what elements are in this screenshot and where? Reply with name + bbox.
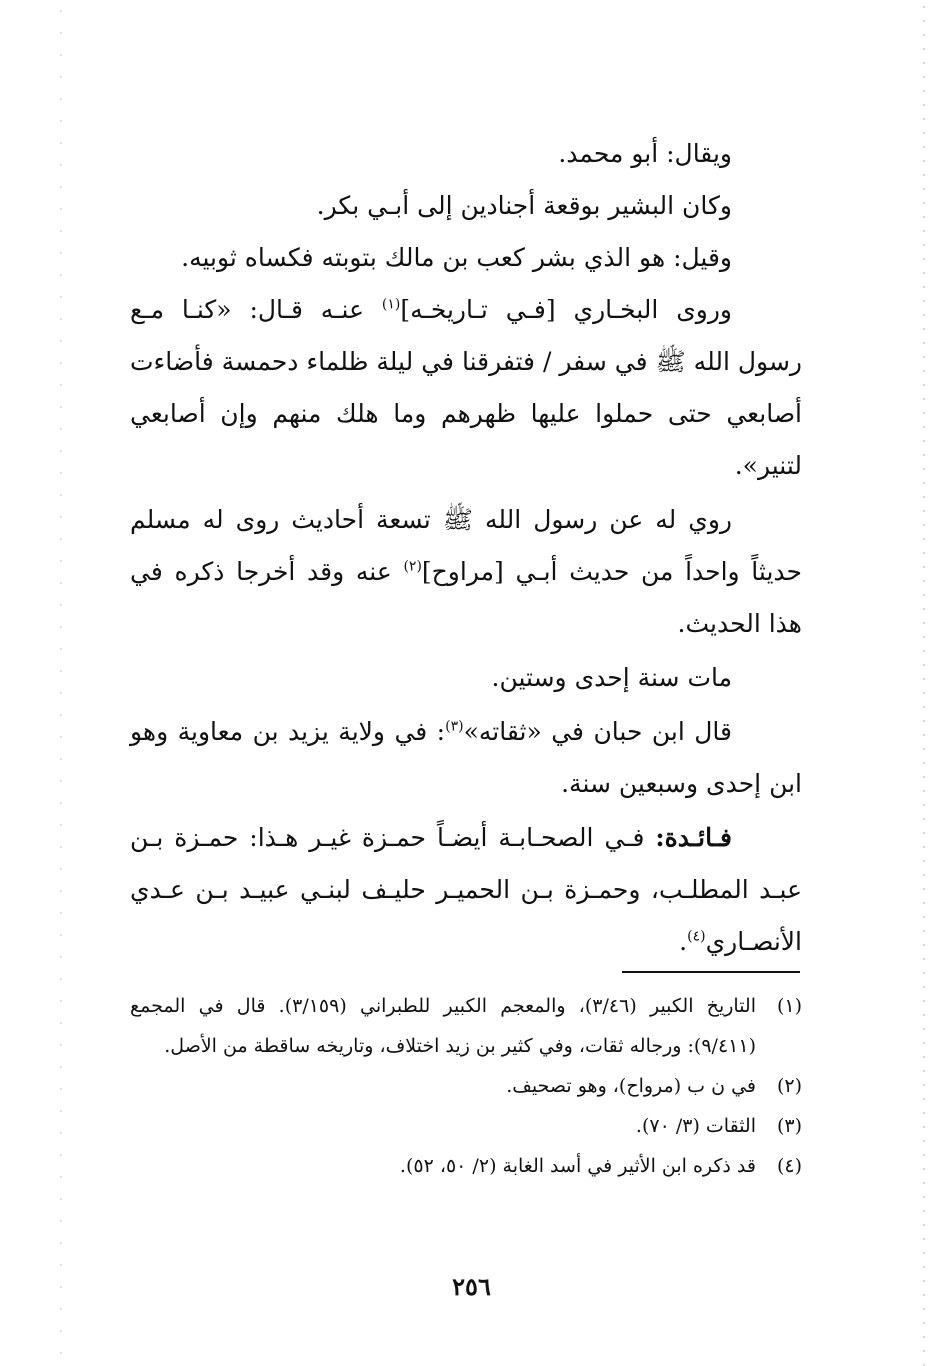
scan-dot-margin-right [923,0,925,1366]
footnote-number: (٢) [776,1075,802,1097]
main-text-body [130,128,802,968]
paragraph-1: ويقال: أبو محمد. [558,139,732,168]
paragraph-6: مات سنة إحدى وستين. [491,663,732,692]
paragraph-5-text-b: عنه وقد أخرجا ذكره في هذا الحديث. [130,557,802,638]
footnote-text: الثقات (٣/ ٧٠). [635,1115,756,1137]
paragraph-7-text-b: : في ولاية يزيد بن معاوية وهو ابن إحدى وسبعين سنة. [130,717,802,798]
footnote-separator [622,971,800,973]
paragraph-5 [130,494,802,650]
footnote-text: في ن ب (مرواح)، وهو تصحيف. [506,1075,756,1097]
footnote-ref-3: (٣) [445,718,464,735]
paragraph-7 [130,706,802,810]
paragraph-4-text-b: عنـه قـال: «كنـا مـع رسول الله ﷺ في سفر / فتفرقنا في ليلة ظلماء دحمسة فأضاءت أصابعي حتى حملوا عليها ظهرهم وما هلك منهم وإن أصابعي لتنير». [130,295,802,480]
footnote-number: (٣) [776,1115,802,1137]
footnote-text: التاريخ الكبير (٣/٤٦)، والمعجم الكبير للطبراني (٣/١٥٩). قال في المجمع (٩/٤١١): ورجاله ثقات، وفي كثير بن زيد اختلاف، وتاريخه ساقطة من الأصل. [130,995,757,1057]
footnote-number: (١) [776,995,802,1017]
footnote-ref-4: (٤) [687,928,706,945]
paragraph-3: وقيل: هو الذي بشر كعب بن مالك بتوبته فكساه ثوبيه. [181,243,732,272]
paragraph-5-text-a: روي له عن رسول الله ﷺ تسعة أحاديث روى له مسلم حديثاً واحداً من حديث أبـي [مراوح] [130,505,802,586]
footnote-text: قد ذكره ابن الأثير في أسد الغابة (٢/ ٥٠، ٥٢). [399,1155,756,1177]
scan-dot-margin-left [60,0,62,1366]
footnotes [130,986,802,1186]
paragraph-8 [130,812,802,968]
page-number: ٢٥٦ [452,1272,491,1301]
paragraph-4 [130,284,802,492]
benefit-label: فـائـدة: [655,823,732,852]
footnote-number: (٤) [776,1155,802,1177]
paragraph-2: وكان البشير بوقعة أجنادين إلى أبـي بكر. [316,191,732,220]
footnote-ref-1: (١) [381,296,401,313]
footnote-1 [130,986,802,1066]
footnote-4 [130,1146,802,1186]
paragraph-8-text-b: . [679,927,688,956]
footnote-3 [130,1106,802,1146]
footnote-ref-2: (٢) [403,558,422,575]
footnote-2 [130,1066,802,1106]
paragraph-4-text-a: وروى البخـاري [فـي تـاريخـه] [400,295,732,324]
paragraph-7-text-a: قال ابن حبان في «ثقاته» [463,717,732,746]
paragraph-8-text-a: فـي الصحـابـة أيضـاً حمـزة غيـر هـذا: حمـزة بـن عبـد المطلـب، وحمـزة بـن الحميـر حليـف لبنـي عبيـد بـن عـدي الأنصـاري [130,823,802,956]
